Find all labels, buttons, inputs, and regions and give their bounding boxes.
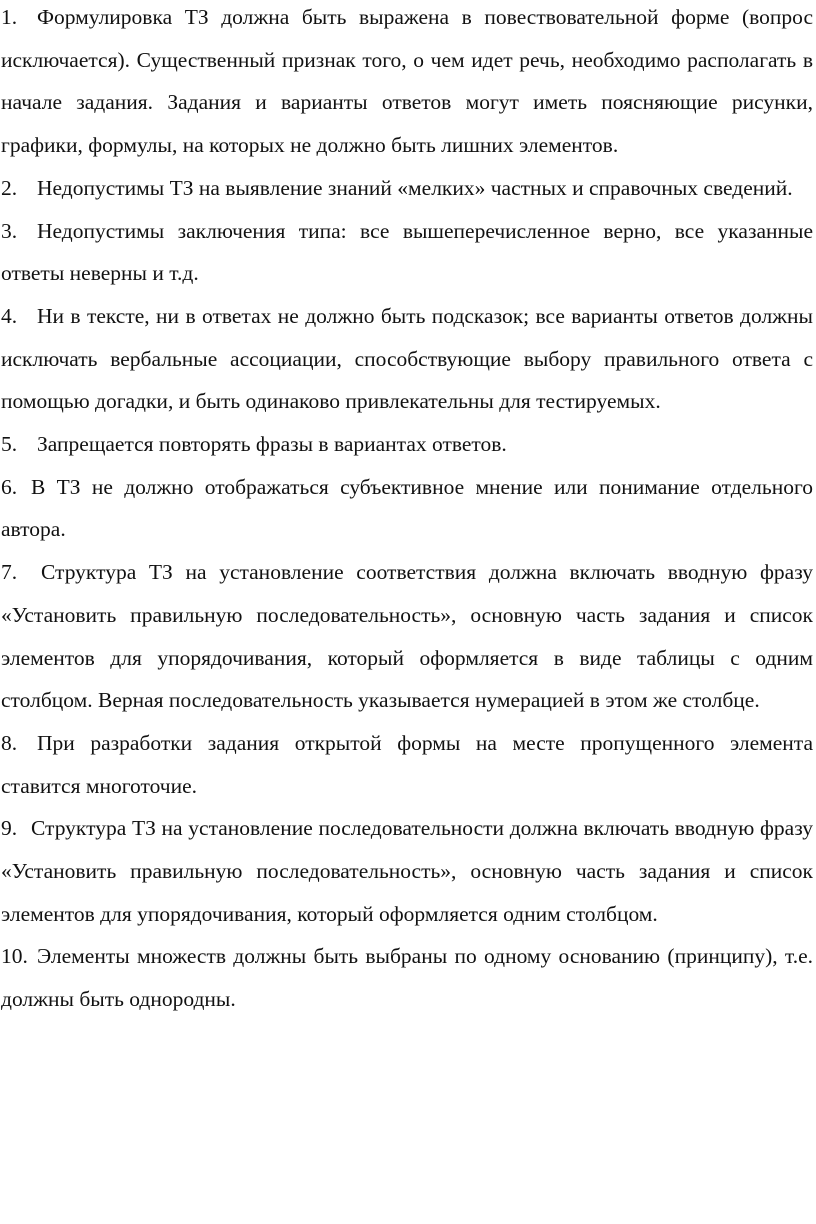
item-number: 3. — [1, 218, 18, 243]
item-number: 4. — [1, 303, 18, 328]
item-text: Недопустимы ТЗ на выявление знаний «мелких» частных и справочных сведений. — [37, 175, 793, 200]
list-item-8 — [1, 722, 813, 807]
item-text: Элементы множеств должны быть выбраны по одному основанию (принципу), т.е. должны быть однородны. — [1, 944, 813, 1012]
list-item-10 — [1, 935, 813, 1020]
item-number: 10. — [1, 944, 28, 969]
item-number: 7. — [1, 560, 18, 585]
list-item-4 — [1, 295, 813, 423]
item-text: Структура ТЗ на установление соответствия должна включать вводную фразу «Установить правильную последовательность», основную часть задания и список элементов для упорядочивания, который оформляется в виде таблицы с одним столбцом. Верная последовательность указывается нумерацией в этом же столбце. — [1, 560, 813, 713]
item-text: Запрещается повторять фразы в вариантах ответов. — [37, 432, 507, 457]
item-number: 2. — [1, 175, 18, 200]
item-text: В ТЗ не должно отображаться субъективное мнение или понимание отдельного автора. — [1, 474, 813, 542]
requirements-list — [1, 0, 813, 1021]
item-text: Ни в тексте, ни в ответах не должно быть подсказок; все варианты ответов должны исключать вербальные ассоциации, способствующие выбору правильного ответа с помощью догадки, и быть одинаково привлекательны для тестируемых. — [1, 303, 813, 414]
item-text: При разработки задания открытой формы на месте пропущенного элемента ставится многоточие. — [1, 730, 813, 798]
item-text: Недопустимы заключения типа: все вышеперечисленное верно, все указанные ответы неверны и т.д. — [1, 218, 813, 286]
item-text: Формулировка ТЗ должна быть выражена в повествовательной форме (вопрос исключается). Существенный признак того, о чем идет речь, необходимо располагать в начале задания. Задания и варианты ответов могут иметь поясняющие рисунки, графики, формулы, на которых не должно быть лишних элементов. — [1, 5, 813, 158]
item-number: 1. — [1, 5, 18, 29]
list-item-3 — [1, 210, 813, 295]
list-item-6 — [1, 466, 813, 551]
item-number: 8. — [1, 730, 18, 755]
list-item-5 — [1, 423, 813, 466]
list-item-9 — [1, 807, 813, 935]
list-item-7 — [1, 551, 813, 722]
item-number: 9. — [1, 816, 18, 841]
list-item-2 — [1, 167, 813, 210]
item-number: 6. — [1, 474, 18, 499]
list-item-1 — [1, 0, 813, 167]
item-text: Структура ТЗ на установление последовательности должна включать вводную фразу «Установить правильную последовательность», основную часть задания и список элементов для упорядочивания, который оформляется одним столбцом. — [1, 816, 813, 926]
item-number: 5. — [1, 432, 18, 457]
